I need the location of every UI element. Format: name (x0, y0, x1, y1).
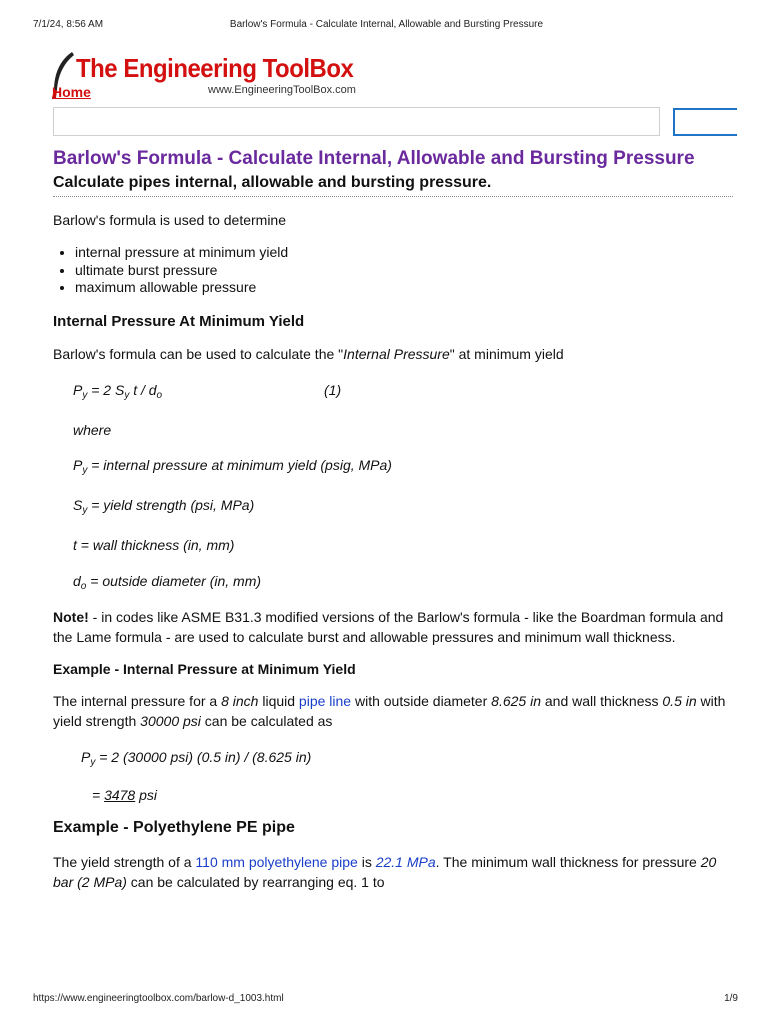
example-1-result: = 3478 psi (92, 786, 158, 803)
list-item: • ultimate burst pressure (75, 262, 733, 280)
page-subtitle: Calculate pipes internal, allowable and bursting pressure. (53, 174, 733, 197)
equation-1: $P_y = 2$ $S_y$ t / $d_o$ (1) (73, 381, 342, 401)
page-title: Barlow's Formula - Calculate Internal, Allowable and Bursting Pressure (53, 148, 695, 169)
site-url: www.EngineeringToolBox.com (208, 84, 356, 96)
example-2-text: The yield strength of a 110 mm polyethylene pipe is 22.1 MPa. The minimum wall thickness for pressure 20 bar (2 MPa) can be calculated by rearranging eq. 1 to (53, 853, 717, 890)
where-label: where (73, 421, 112, 438)
list-item: • internal pressure at minimum yield (75, 244, 733, 262)
section-heading-internal-pressure: Internal Pressure At Minimum Yield (53, 312, 305, 330)
example-1-calculation: $P_y = 2$ (30000 psi) (0.5 in) / (8.625 in) (81, 748, 312, 768)
equation-number: (1) (324, 381, 342, 398)
print-page-title: Barlow's Formula - Calculate Internal, Allowable and Bursting Pressure (229, 19, 544, 30)
pipe-line-link[interactable]: pipe line (298, 692, 352, 709)
yield-strength-link[interactable]: 22.1 MPa (375, 853, 436, 870)
purpose-list (53, 244, 733, 297)
polyethylene-pipe-link[interactable]: 110 mm polyethylene pipe (195, 853, 358, 870)
list-item: • maximum allowable pressure (75, 279, 733, 297)
example-1-text: The internal pressure for a 8 inch liquid pipe line with outside diameter 8.625 in and wall thickness 0.5 in with yield strength 30000 psi can be calculated as (53, 692, 726, 729)
definition-py: $P_y$ = internal pressure at minimum yield (psig, MPa) (73, 456, 392, 476)
definition-do: $d_o$ = outside diameter (in, mm) (73, 572, 262, 592)
search-input[interactable] (53, 107, 660, 136)
example-heading-polyethylene: Example - Polyethylene PE pipe (53, 818, 295, 836)
example-heading-internal-pressure: Example - Internal Pressure at Minimum Yield (53, 660, 356, 677)
print-page-number: 1/9 (724, 993, 738, 1004)
print-datetime: 7/1/24, 8:56 AM (33, 19, 104, 30)
home-link[interactable]: Home (52, 84, 91, 100)
note-paragraph: Note! - in codes like ASME B31.3 modified versions of the Barlow's formula - like the Boardman formula and the Lame formula - are used to calculate burst and allowable pressures and minimum wall thickness. (53, 608, 724, 645)
site-brand[interactable]: The Engineering ToolBox (76, 53, 354, 83)
print-url: https://www.engineeringtoolbox.com/barlow-d_1003.html (33, 993, 284, 1004)
search-button[interactable] (673, 108, 737, 136)
site-logo[interactable] (46, 50, 376, 105)
definition-t: t = wall thickness (in, mm) (73, 536, 235, 553)
print-header (33, 19, 740, 33)
intro-text: Barlow's formula is used to determine (53, 212, 286, 228)
definition-sy: $S_y$ = yield strength (psi, MPa) (73, 496, 255, 516)
section-text: Barlow's formula can be used to calculate the "Internal Pressure" at minimum yield (53, 345, 564, 362)
article (53, 146, 733, 892)
